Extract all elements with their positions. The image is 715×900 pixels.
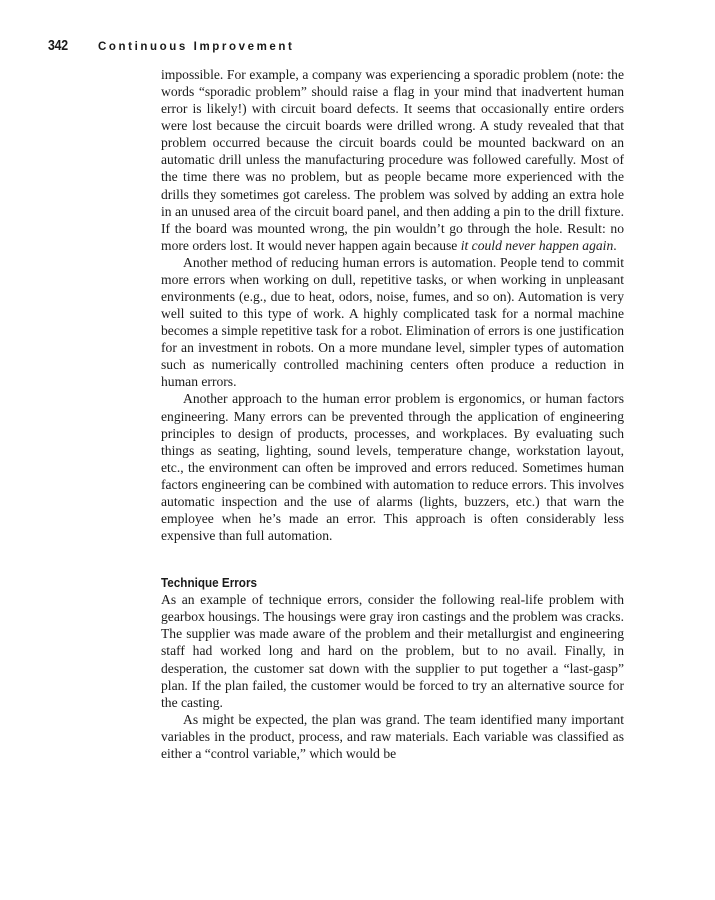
paragraph-1-end: . [613, 237, 617, 253]
paragraph-4: As an example of technique errors, consider the following real-life problem with gearbox housings. The housings were gray iron castings and the problem was cracks. The supplier was made aware of the problem and their metallurgist and engineering staff had worked long and hard on the problem, but to no avail. Finally, in desperation, the customer sat down with the supplier to put together a “last-gasp” plan. If the plan failed, the customer would be forced to try an alternative source for the casting. [161, 592, 624, 710]
running-head [48, 38, 294, 58]
body-text [161, 66, 624, 762]
page-number: 342 [48, 38, 68, 54]
paragraph-2: Another method of reducing human errors is automation. People tend to commit more errors when working on dull, repetitive tasks, or when working in unpleasant environments (e.g., due to heat, odors, noise, fumes, and so on). Automation is very well suited to this type of work. A highly complicated task for a normal machine becomes a simple repetitive task for a robot. Elimination of errors is one justification for an investment in robots. On a more mundane level, simpler types of automation such as numerically controlled machining centers often produce a reduction in human errors. [161, 254, 624, 390]
paragraph-1 [161, 66, 624, 254]
paragraph-1-emphasis: it could never happen again [460, 237, 614, 253]
paragraph-3: Another approach to the human error problem is ergonomics, or human factors engineering. Many errors can be prevented through the application of engineering principles to design of products, processes, and workplaces. By evaluating such things as seating, lighting, sound levels, temperature change, workstation layout, etc., the environment can often be improved and errors reduced. Sometimes human factors engineering can be combined with automation to reduce errors. This involves automatic inspection and the use of alarms (lights, buzzers, etc.) that warn the employee when he’s made an error. This approach is often considerably less expensive than full automation. [161, 391, 624, 544]
section-heading: Technique Errors [161, 575, 258, 591]
running-title: Continuous Improvement [98, 41, 295, 53]
paragraph-1-text: impossible. For example, a company was experiencing a sporadic problem (note: the words “sporadic problem” should raise a flag in your mind that inadvertent human error is likely!) with circuit board defects. It seems that occasionally entire orders were lost because the circuit boards were drilled wrong. A study revealed that that problem occurred because the circuit boards could be mounted backward on an automatic drill unless the manufacturing procedure was followed carefully. Most of the time there was no problem, but as people became more experienced with the drills they sometimes got careless. The problem was solved by adding an extra hole in an unused area of the circuit board panel, and then adding a pin to the drill fixture. If the board was mounted wrong, the pin wouldn’t go through the hole. Result: no more orders lost. It would never happen again because [161, 67, 624, 253]
paragraph-5: As might be expected, the plan was grand. The team identified many important variables in the product, process, and raw materials. Each variable was classified as either a “control variable,” which would be [161, 711, 624, 761]
